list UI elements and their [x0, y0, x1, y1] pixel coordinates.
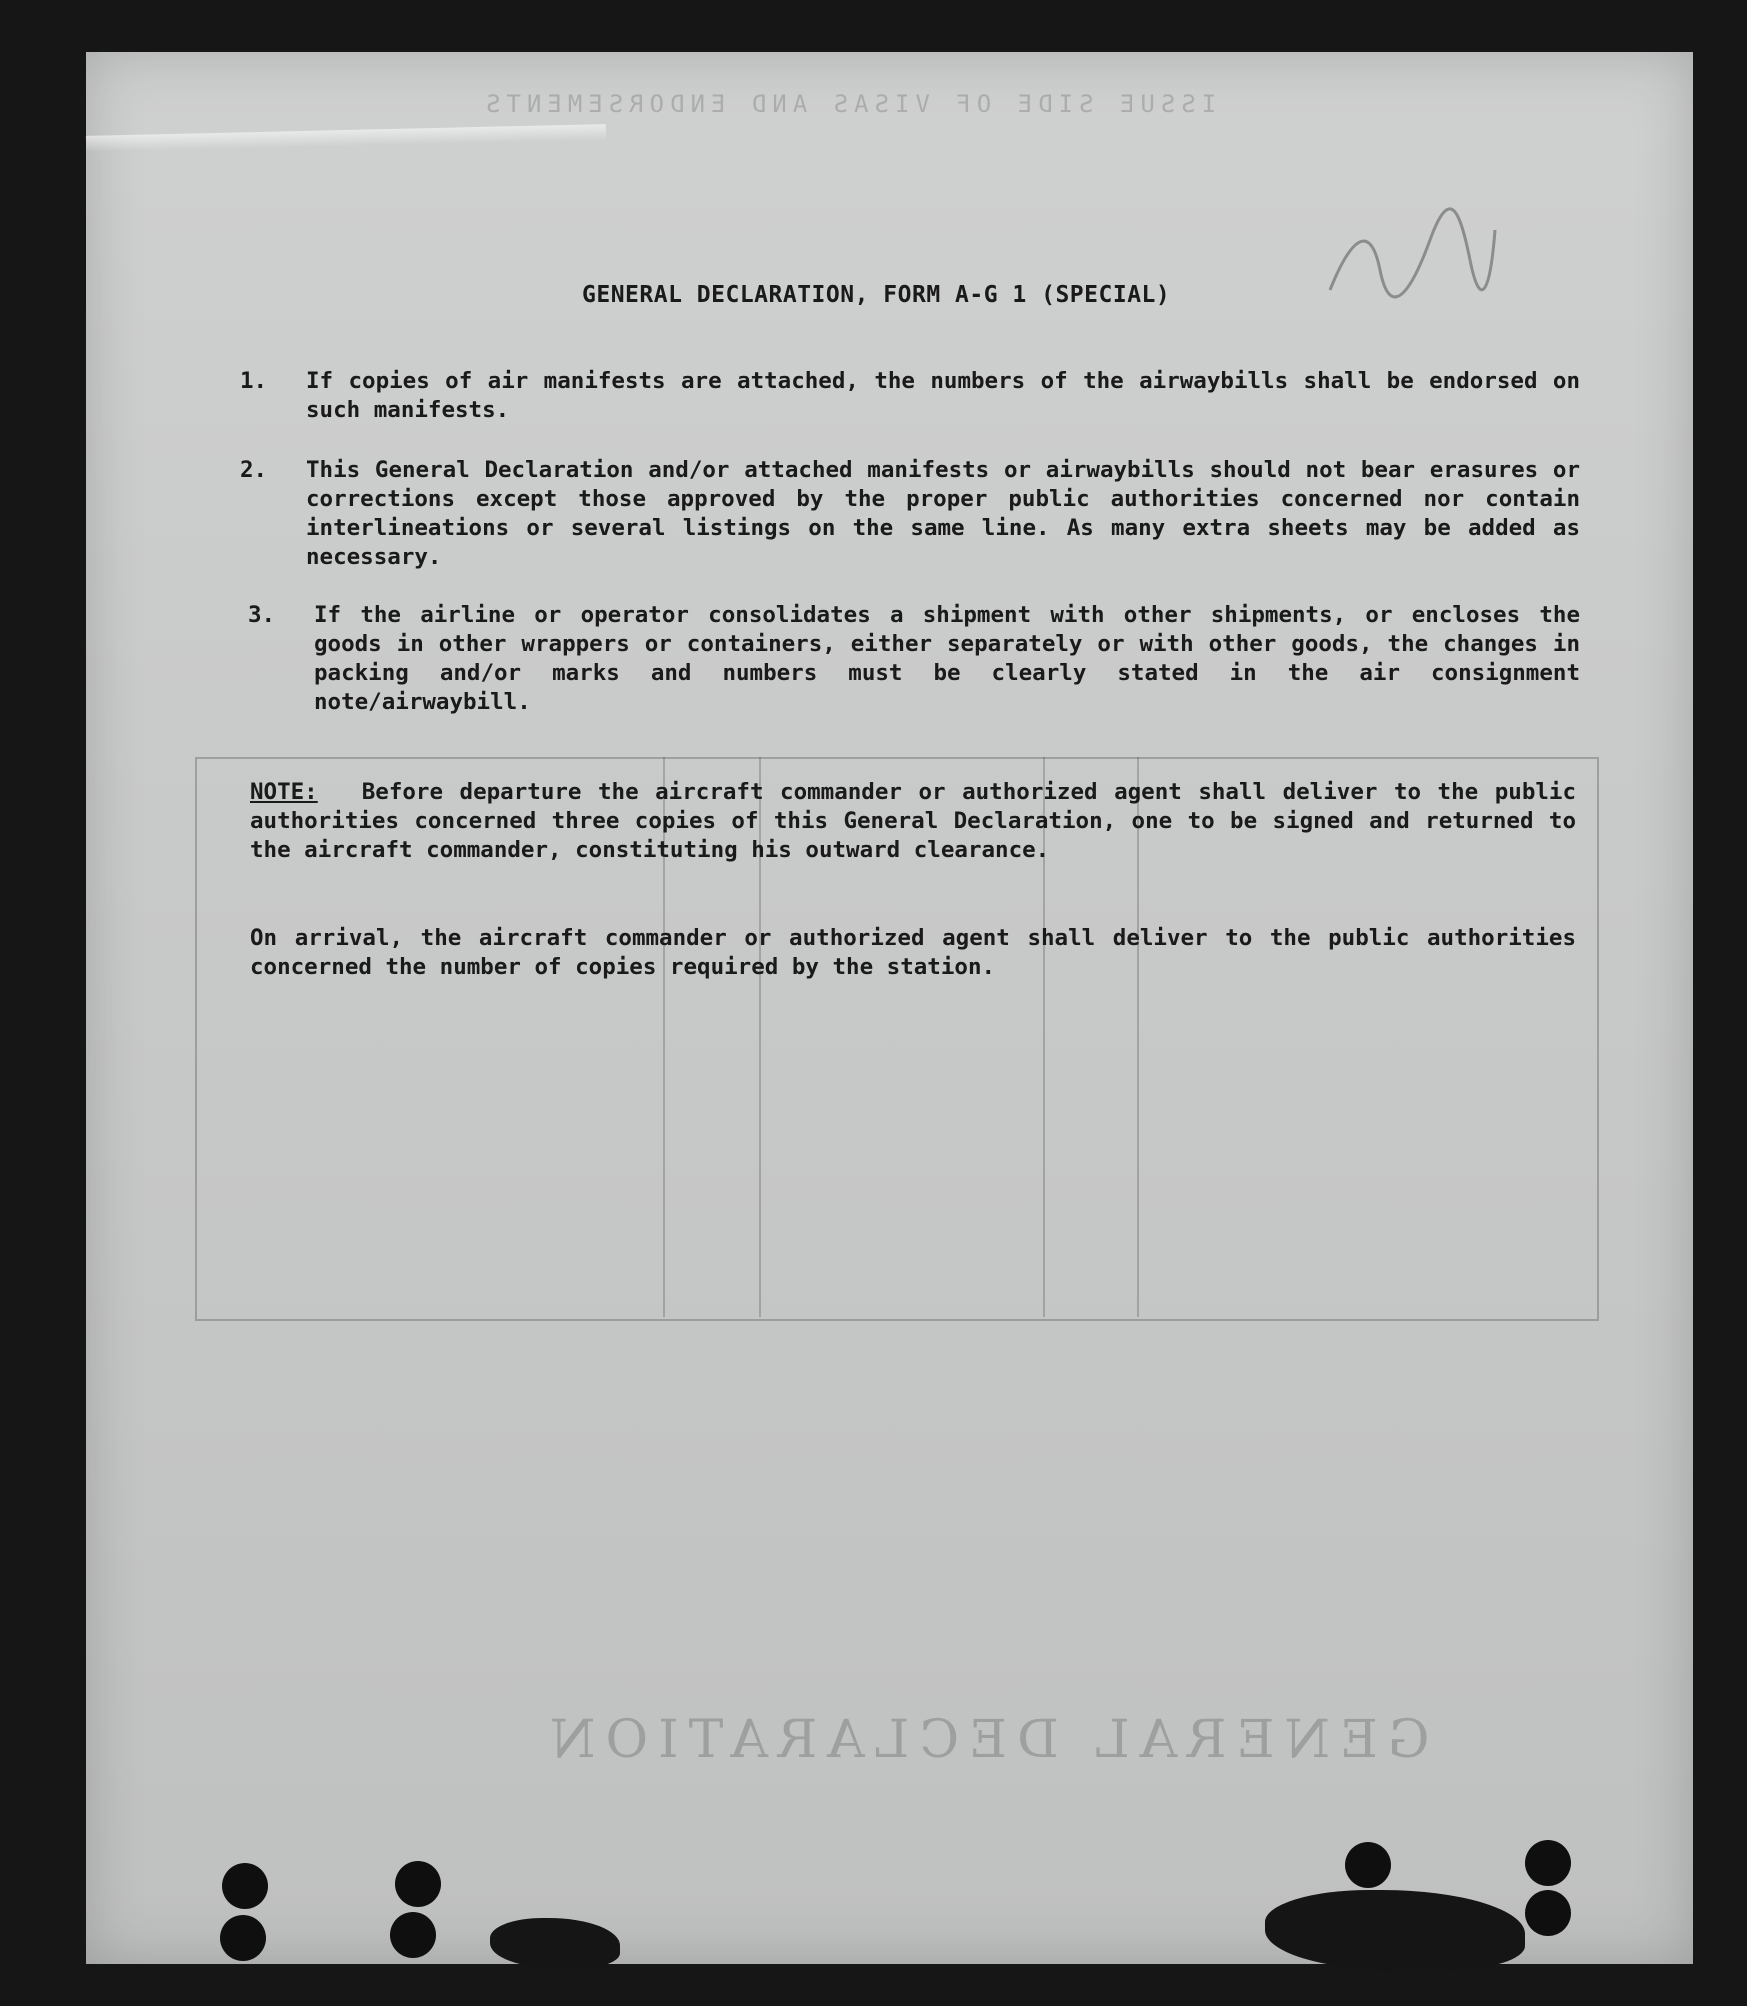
- binder-hole: [1525, 1890, 1571, 1936]
- note-text: Before departure the aircraft commander or authorized agent shall deliver to the public authorities concerned three copies of this General Declaration, one to be signed and returned to the aircraft commander, constituting his outward clearance.: [250, 779, 1576, 863]
- arrival-paragraph: On arrival, the aircraft commander or authorized agent shall deliver to the public authorities concerned the number of copies required by the station.: [250, 925, 1576, 980]
- list-item-text: If copies of air manifests are attached, the numbers of the airwaybills shall be endorsed on such manifests.: [306, 368, 1580, 423]
- handwritten-mark: [1320, 200, 1500, 310]
- bleed-through-heading: ISSUE SIDE OF VISAS AND ENDORSEMENTS: [480, 90, 1217, 118]
- binder-hole: [390, 1912, 436, 1958]
- note-label: NOTE:: [250, 779, 318, 805]
- list-item-number: 1.: [240, 368, 268, 394]
- list-item-number: 3.: [248, 602, 276, 628]
- note-paragraph: [250, 778, 1576, 865]
- bleed-through-title: GENERAL DECLARATION: [540, 1710, 1430, 1770]
- binder-hole: [1345, 1842, 1391, 1888]
- paper-fold-highlight: [86, 124, 606, 152]
- document-title: GENERAL DECLARATION, FORM A-G 1 (SPECIAL): [582, 282, 1171, 308]
- binder-hole: [220, 1915, 266, 1961]
- list-item: [240, 456, 1580, 572]
- binder-hole: [222, 1863, 268, 1909]
- binder-hole: [395, 1861, 441, 1907]
- list-item-number: 2.: [240, 457, 268, 483]
- list-item-text: This General Declaration and/or attached manifests or airwaybills should not bear erasures or corrections except those approved by the proper public authorities concerned nor contain interlineations or several listings on the same line. As many extra sheets may be added as necessary.: [306, 457, 1580, 570]
- list-item: [240, 601, 1580, 717]
- binder-hole: [1525, 1840, 1571, 1886]
- list-item: [240, 367, 1580, 425]
- list-item-text: If the airline or operator consolidates a shipment with other shipments, or encloses the goods in other wrappers or containers, either separately or with other goods, the changes in packing and/or marks and numbers must be clearly stated in the air consignment note/airwaybill.: [314, 602, 1580, 715]
